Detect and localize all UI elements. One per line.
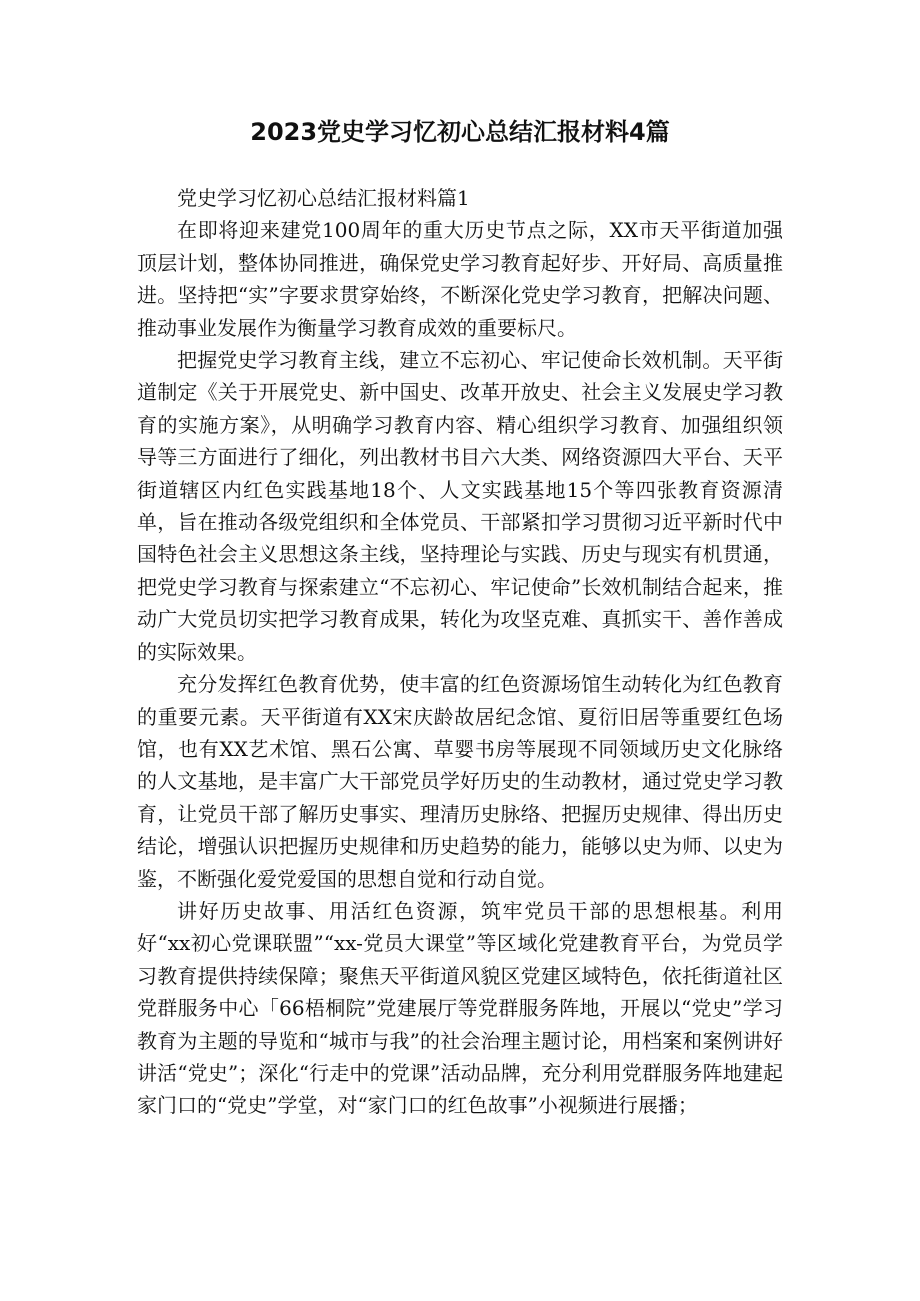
paragraph-1: 在即将迎来建党100周年的重大历史节点之际，XX市天平街道加强顶层计划，整体协同推进，确保党史学习教育起好步、开好局、高质量推进。坚持把“实”字要求贯穿始终，不断深化党史学习教育，把解决问题、推动事业发展作为衡量学习教育成效的重要标尺。 <box>137 218 783 340</box>
paragraph-2: 把握党史学习教育主线，建立不忘初心、牢记使命长效机制。天平街道制定《关于开展党史、新中国史、改革开放史、社会主义发展史学习教育的实施方案》，从明确学习教育内容、精心组织学习教育、加强组织领导等三方面进行了细化，列出教材书目六大类、网络资源四大平台、天平街道辖区内红色实践基地18个、人文实践基地15个等四张教育资源清单，旨在推动各级党组织和全体党员、干部紧扣学习贯彻习近平新时代中国特色社会主义思想这条主线，坚持理论与实践、历史与现实有机贯通，把党史学习教育与探索建立“不忘初心、牢记使命”长效机制结合起来，推动广大党员切实把学习教育成果，转化为攻坚克难、真抓实干、善作善成的实际效果。 <box>137 348 783 664</box>
paragraph-4: 讲好历史故事、用活红色资源，筑牢党员干部的思想根基。利用好“xx初心党课联盟”“xx-党员大课堂”等区域化党建教育平台，为党员学习教育提供持续保障；聚焦天平街道风貌区党建区域特色，依托街道社区党群服务中心「66梧桐院”党建展厅等党群服务阵地，开展以“党史”学习教育为主题的导览和“城市与我”的社会治理主题讨论，用档案和案例讲好讲活“党史”；深化“行走中的党课”活动品牌，充分利用党群服务阵地建起家门口的“党史”学堂，对“家门口的红色故事”小视频进行展播； <box>137 898 783 1118</box>
section-heading: 党史学习忆初心总结汇报材料篇1 <box>177 186 470 210</box>
document-body <box>137 182 783 1122</box>
document-title: 2023党史学习忆初心总结汇报材料4篇 <box>250 118 670 146</box>
paragraph-3: 充分发挥红色教育优势，使丰富的红色资源场馆生动转化为红色教育的重要元素。天平街道有XX宋庆龄故居纪念馆、夏衍旧居等重要红色场馆，也有XX艺术馆、黑石公寓、草婴书房等展现不同领域历史文化脉络的人文基地，是丰富广大干部党员学好历史的生动教材，通过党史学习教育，让党员干部了解历史事实、理清历史脉络、把握历史规律、得出历史结论，增强认识把握历史规律和历史趋势的能力，能够以史为师、以史为鉴，不断强化爱党爱国的思想自觉和行动自觉。 <box>137 672 783 891</box>
